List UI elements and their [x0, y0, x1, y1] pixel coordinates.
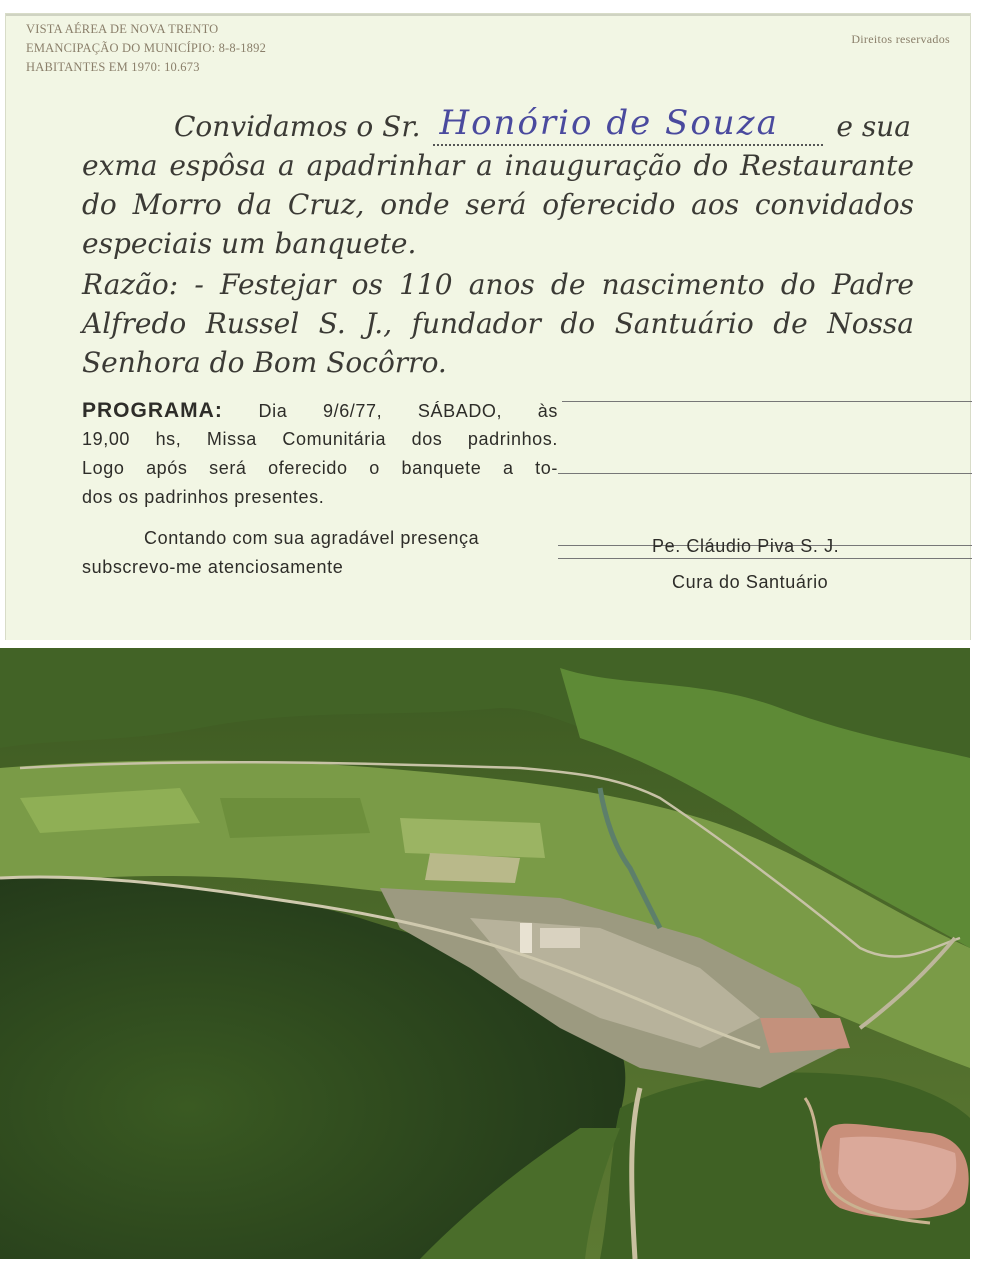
- church-tower: [520, 923, 532, 953]
- plaza: [760, 1018, 850, 1053]
- card-separator: [0, 640, 984, 648]
- signer-title: Cura do Santuário: [672, 572, 829, 592]
- closing-line-1: Contando com sua agradável presença: [144, 528, 480, 548]
- aerial-town-photo: [0, 648, 970, 1259]
- invitation-line-5: Razão: - Festejar os 110 anos de nascimento do Padre: [82, 268, 914, 301]
- invitation-opening: Convidamos o Sr.: [174, 110, 421, 143]
- signature-rule: [558, 558, 972, 559]
- header-line-population: HABITANTES EM 1970: 10.673: [26, 60, 200, 74]
- invitation-after-name: e sua: [836, 110, 911, 143]
- postcard-header-info: [26, 20, 266, 77]
- rights-reserved-label: Direitos reservados: [851, 32, 950, 46]
- field-patch: [220, 798, 370, 838]
- header-line-title: VISTA AÉREA DE NOVA TRENTO: [26, 22, 219, 36]
- programa-label: PROGRAMA:: [82, 399, 223, 422]
- programa-date: Dia 9/6/77, SÁBADO, às: [258, 401, 558, 421]
- invitation-line-2: exma espôsa a apadrinhar a inauguração do Restaurante: [82, 149, 914, 182]
- programa-line-2: 19,00 hs, Missa Comunitária dos padrinhos.: [82, 429, 558, 449]
- invitation-line-1: [82, 103, 914, 146]
- card-top-edge: [6, 14, 970, 16]
- header-line-emancipation: EMANCIPAÇÃO DO MUNICÍPIO: 8-8-1892: [26, 41, 267, 55]
- programa-line-4: dos os padrinhos presentes.: [82, 487, 325, 507]
- invitation-line-6: Alfredo Russel S. J., fundador do Santuário de Nossa: [82, 307, 914, 340]
- programa-line-3: Logo após será oferecido o banquete a to-: [82, 458, 558, 478]
- programa-line-1: [82, 396, 558, 426]
- write-in-rule: [562, 401, 972, 402]
- field-patch: [400, 818, 545, 858]
- closing-line-2: subscrevo-me atenciosamente: [82, 557, 344, 577]
- field-patch: [425, 853, 520, 883]
- aerial-town-image: [0, 648, 970, 1259]
- invitation-line-3: do Morro da Cruz, onde será oferecido aos convidados: [82, 188, 914, 221]
- church-building: [540, 928, 580, 948]
- invitation-line-4: especiais um banquete.: [82, 227, 417, 260]
- invitation-card: [6, 14, 970, 640]
- invitation-line-7: Senhora do Bom Socôrro.: [82, 346, 447, 379]
- signer-name: Pe. Cláudio Piva S. J.: [652, 536, 840, 556]
- write-in-rule: [558, 473, 972, 474]
- guest-name-line: [433, 103, 823, 146]
- guest-name-handwritten: Honório de Souza: [439, 103, 779, 143]
